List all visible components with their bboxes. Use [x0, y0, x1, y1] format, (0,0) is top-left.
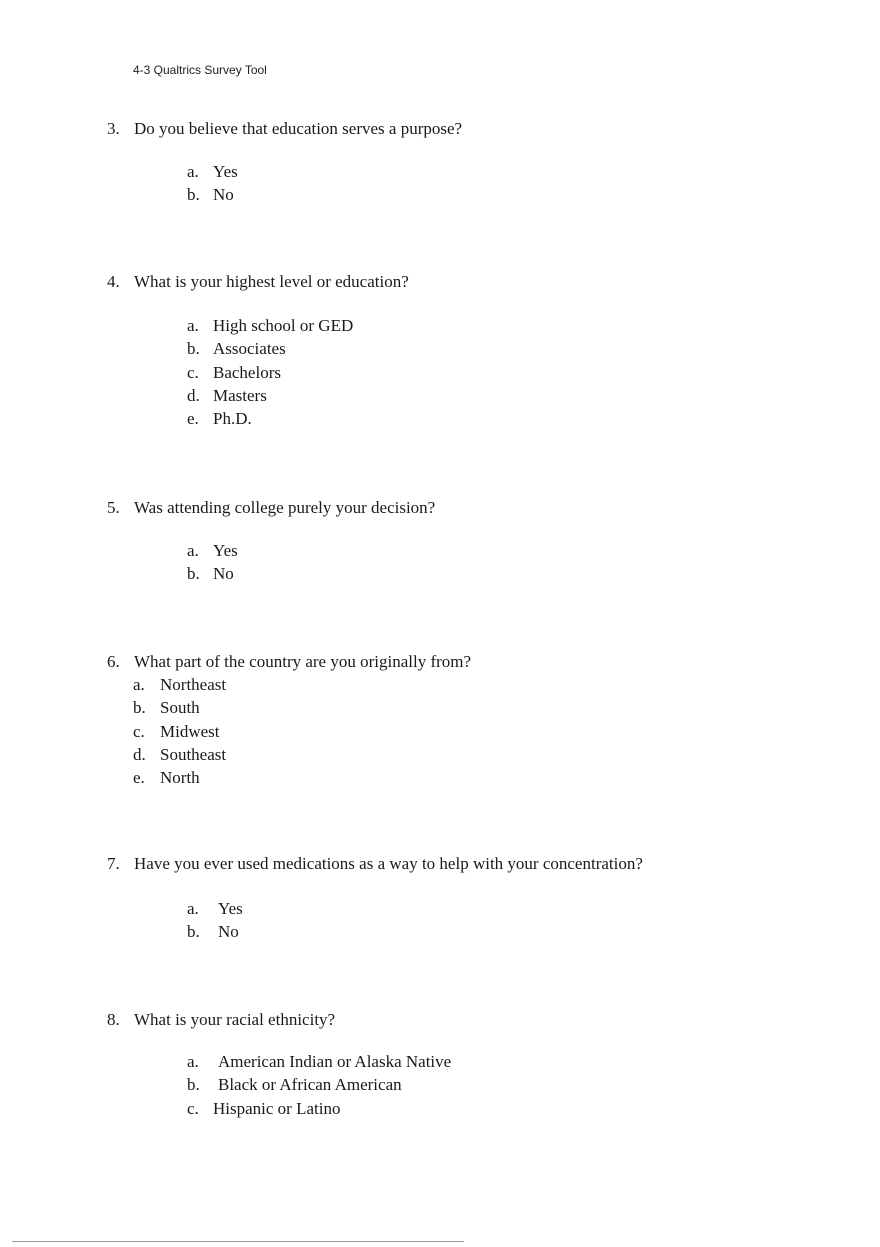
option-text: Northeast — [160, 675, 227, 694]
option-text: Associates — [213, 339, 286, 359]
option-item — [0, 673, 880, 696]
option-letter: e. — [187, 409, 199, 429]
question-number: 7. — [107, 854, 120, 873]
option-letter: a. — [187, 162, 199, 181]
question-line — [0, 496, 880, 519]
question-number: 4. — [107, 272, 120, 291]
option-item — [0, 361, 880, 384]
option-item — [0, 1073, 880, 1096]
option-item — [0, 720, 880, 743]
question-text: What is your racial ethnicity? — [134, 1010, 336, 1029]
option-list — [0, 1050, 880, 1120]
option-letter: c. — [187, 362, 199, 382]
option-list — [0, 314, 880, 430]
question-text: Do you believe that education serves a purpose? — [134, 119, 463, 138]
option-letter: d. — [133, 744, 146, 764]
option-item — [0, 407, 880, 430]
question-number: 5. — [107, 498, 120, 517]
option-item — [0, 314, 880, 337]
option-text: North — [160, 768, 200, 788]
question-number: 6. — [107, 652, 120, 671]
option-letter: b. — [187, 1075, 200, 1095]
option-item — [0, 562, 880, 585]
option-item — [0, 743, 880, 766]
option-letter: b. — [187, 185, 200, 205]
option-letter: a. — [133, 675, 145, 694]
option-item — [0, 897, 880, 920]
option-item — [0, 1050, 880, 1073]
option-letter: b. — [187, 564, 200, 584]
option-text: No — [218, 922, 239, 942]
option-text: American Indian or Alaska Native — [218, 1052, 452, 1071]
option-text: High school or GED — [213, 316, 354, 335]
option-list — [0, 539, 880, 586]
option-item — [0, 160, 880, 183]
option-text: Ph.D. — [213, 409, 252, 429]
option-text: Southeast — [160, 744, 227, 764]
question-line — [0, 852, 880, 875]
option-item — [0, 766, 880, 789]
option-item — [0, 337, 880, 360]
question-8 — [0, 1008, 880, 1120]
option-letter: d. — [187, 385, 200, 405]
option-list — [0, 897, 880, 944]
option-text: South — [160, 698, 200, 718]
option-text: Midwest — [160, 721, 220, 741]
option-list — [0, 673, 880, 789]
question-6 — [0, 650, 880, 789]
option-text: Yes — [213, 162, 238, 181]
option-text: No — [213, 185, 234, 205]
question-text: Have you ever used medications as a way to help with your concentration? — [134, 854, 643, 873]
option-text: Black or African American — [218, 1075, 402, 1095]
question-line — [0, 1008, 880, 1031]
document-header: 4-3 Qualtrics Survey Tool — [133, 63, 267, 77]
footer-divider — [12, 1241, 464, 1242]
option-text: Yes — [213, 541, 238, 560]
question-text: Was attending college purely your decision? — [134, 498, 436, 517]
option-letter: a. — [187, 899, 199, 918]
question-text: What is your highest level or education? — [134, 272, 409, 291]
question-number: 8. — [107, 1010, 120, 1029]
option-item — [0, 183, 880, 206]
option-letter: b. — [187, 922, 200, 942]
option-letter: a. — [187, 1052, 199, 1071]
question-3 — [0, 117, 880, 207]
option-letter: a. — [187, 541, 199, 560]
option-letter: c. — [133, 721, 145, 741]
question-7 — [0, 852, 880, 944]
option-letter: b. — [187, 339, 200, 359]
option-list — [0, 160, 880, 207]
option-letter: b. — [133, 698, 146, 718]
option-item — [0, 384, 880, 407]
question-text: What part of the country are you originally from? — [134, 652, 472, 671]
option-item — [0, 920, 880, 943]
option-text: Masters — [213, 385, 267, 405]
option-letter: c. — [187, 1098, 199, 1118]
option-item — [0, 696, 880, 719]
option-text: Hispanic or Latino — [213, 1098, 341, 1118]
option-item — [0, 1097, 880, 1120]
option-text: Yes — [218, 899, 243, 918]
option-letter: e. — [133, 768, 145, 788]
question-line — [0, 117, 880, 140]
option-item — [0, 539, 880, 562]
question-line — [0, 650, 880, 673]
question-number: 3. — [107, 119, 120, 138]
option-letter: a. — [187, 316, 199, 335]
option-text: Bachelors — [213, 362, 281, 382]
option-text: No — [213, 564, 234, 584]
question-line — [0, 270, 880, 293]
question-4 — [0, 270, 880, 430]
question-5 — [0, 496, 880, 586]
